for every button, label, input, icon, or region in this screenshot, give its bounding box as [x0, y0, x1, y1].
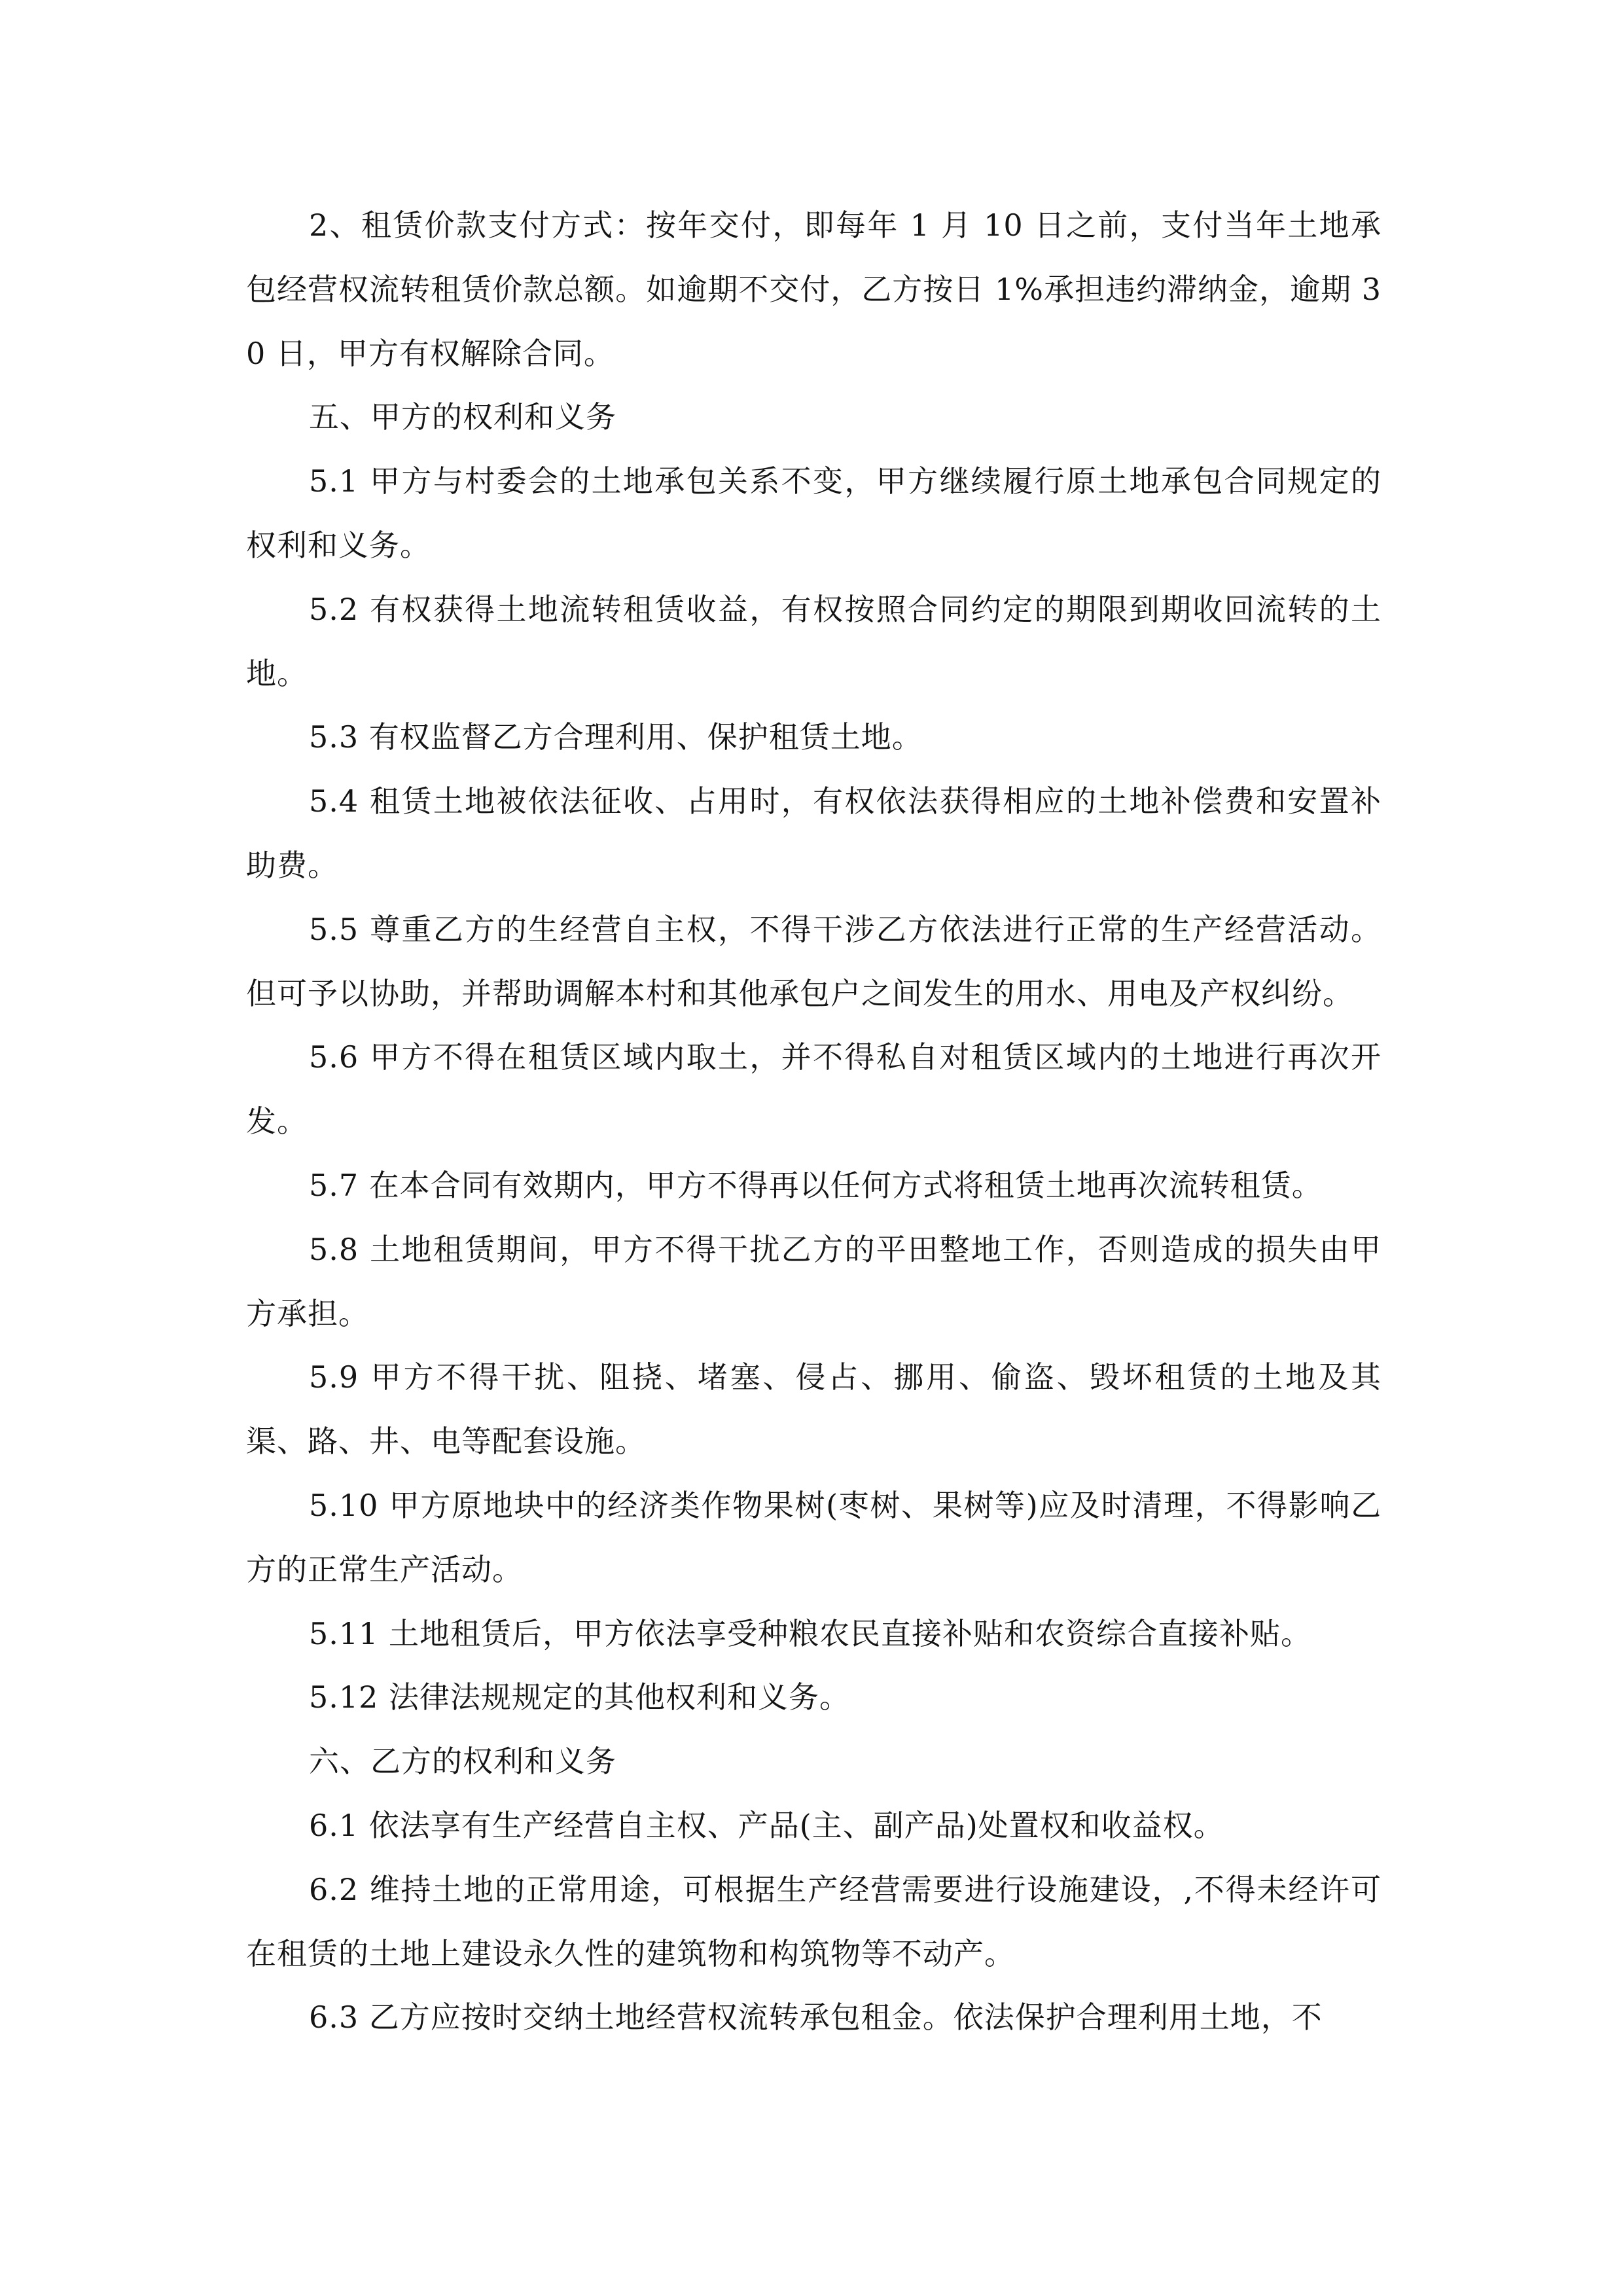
clause-5-6: 5.6 甲方不得在租赁区域内取土，并不得私自对租赁区域内的土地进行再次开发。 [246, 1039, 1382, 1139]
section-heading-party-b: 六、乙方的权利和义务 [309, 1744, 616, 1780]
clause-5-9: 5.9 甲方不得干扰、阻挠、堵塞、侵占、挪用、偷盗、毁坏租赁的土地及其渠、路、井、电等配套设施。 [246, 1359, 1382, 1460]
clause-5-1: 5.1 甲方与村委会的土地承包关系不变，甲方继续履行原土地承包合同规定的权利和义务。 [246, 463, 1382, 563]
clause-5-5: 5.5 尊重乙方的生经营自主权，不得干涉乙方依法进行正常的生产经营活动。但可予以协助，并帮助调解本村和其他承包户之间发生的用水、用电及产权纠纷。 [246, 911, 1382, 1011]
paragraph-payment-method: 2、租赁价款支付方式：按年交付，即每年 1 月 10 日之前，支付当年土地承包经营权流转租赁价款总额。如逾期不交付，乙方按日 1%承担违约滞纳金，逾期 30 日，甲方有权解除合同。 [246, 207, 1382, 371]
clause-5-3: 5.3 有权监督乙方合理利用、保护租赁土地。 [309, 719, 923, 755]
clause-5-7: 5.7 在本合同有效期内，甲方不得再以任何方式将租赁土地再次流转租赁。 [309, 1167, 1323, 1203]
clause-5-4: 5.4 租赁土地被依法征收、占用时，有权依法获得相应的土地补偿费和安置补助费。 [246, 783, 1382, 883]
document-body [246, 194, 1382, 2050]
clause-5-11: 5.11 土地租赁后，甲方依法享受种粮农民直接补贴和农资综合直接补贴。 [309, 1615, 1312, 1651]
clause-6-3: 6.3 乙方应按时交纳土地经营权流转承包租金。依法保护合理利用土地，不 [309, 2000, 1323, 2036]
section-heading-party-a: 五、甲方的权利和义务 [309, 399, 616, 435]
clause-5-8: 5.8 土地租赁期间，甲方不得干扰乙方的平田整地工作，否则造成的损失由甲方承担。 [246, 1231, 1382, 1331]
clause-5-2: 5.2 有权获得土地流转租赁收益，有权按照合同约定的期限到期收回流转的土地。 [246, 591, 1382, 691]
clause-6-1: 6.1 依法享有生产经营自主权、产品(主、副产品)处置权和收益权。 [309, 1807, 1224, 1843]
clause-5-12: 5.12 法律法规规定的其他权利和义务。 [309, 1679, 851, 1715]
clause-6-2: 6.2 维持土地的正常用途，可根据生产经营需要进行设施建设，,不得未经许可在租赁的土地上建设永久性的建筑物和构筑物等不动产。 [246, 1871, 1382, 1971]
clause-5-10: 5.10 甲方原地块中的经济类作物果树(枣树、果树等)应及时清理，不得影响乙方的正常生产活动。 [246, 1487, 1382, 1587]
